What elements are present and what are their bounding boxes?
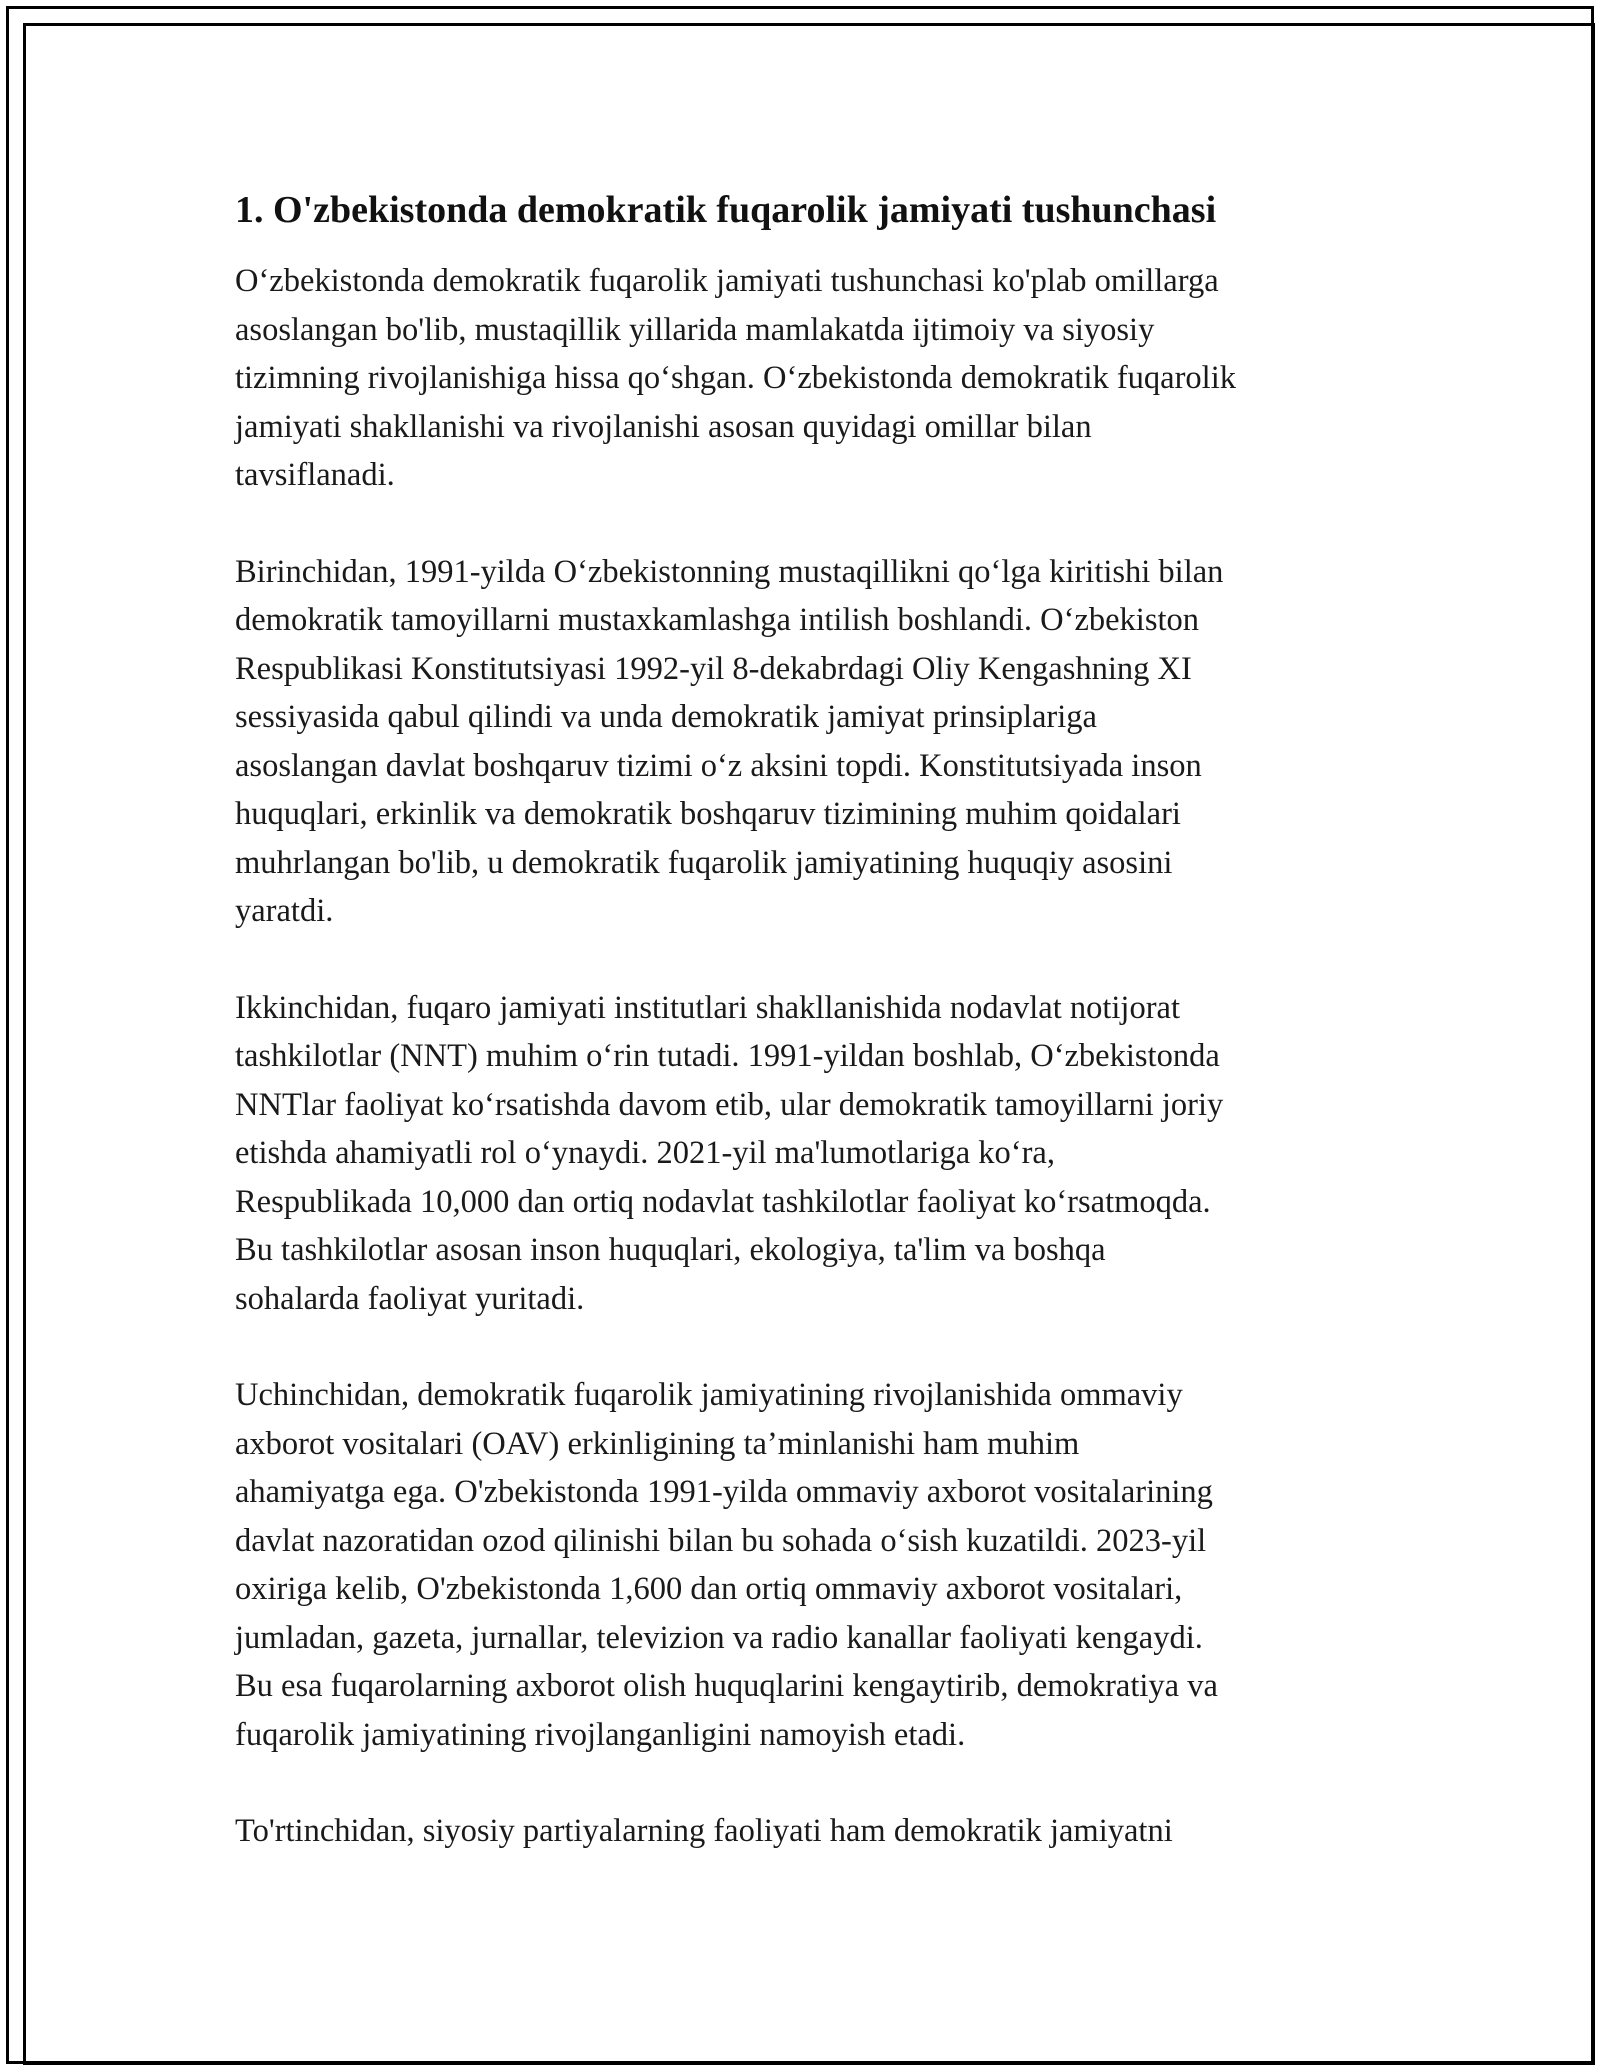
section-title: 1. O'zbekistonda demokratik fuqarolik jamiyati tushunchasi bbox=[235, 189, 1217, 231]
text-line: Respublikada 10,000 dan ortiq nodavlat tashkilotlar faoliyat ko‘rsatmoqda. bbox=[235, 1183, 1211, 1220]
text-line: Birinchidan, 1991-yilda O‘zbekistonning mustaqillikni qo‘lga kiritishi bilan bbox=[235, 553, 1224, 590]
paragraph-4 bbox=[235, 1371, 1385, 1759]
text-line: asoslangan davlat boshqaruv tizimi o‘z aksini topdi. Konstitutsiyada inson bbox=[235, 747, 1202, 784]
text-line: huquqlari, erkinlik va demokratik boshqaruv tizimining muhim qoidalari bbox=[235, 796, 1181, 832]
text-line: oxiriga kelib, O'zbekistonda 1,600 dan ortiq ommaviy axborot vositalari, bbox=[235, 1571, 1183, 1607]
text-line: tavsiflanadi. bbox=[235, 457, 395, 493]
paragraph-2 bbox=[235, 548, 1385, 936]
text-line: Ikkinchidan, fuqaro jamiyati institutlari shakllanishida nodavlat notijorat bbox=[235, 989, 1180, 1026]
text-line: Bu tashkilotlar asosan inson huquqlari, ekologiya, ta'lim va boshqa bbox=[235, 1232, 1106, 1268]
text-line: muhrlangan bo'lib, u demokratik fuqarolik jamiyatining huquqiy asosini bbox=[235, 844, 1173, 881]
text-line: asoslangan bo'lib, mustaqillik yillarida mamlakatda ijtimoiy va siyosiy bbox=[235, 311, 1155, 348]
text-line: Uchinchidan, demokratik fuqarolik jamiyatining rivojlanishida ommaviy bbox=[235, 1377, 1183, 1413]
text-line: fuqarolik jamiyatining rivojlanganligini namoyish etadi. bbox=[235, 1716, 966, 1753]
paragraph-5 bbox=[235, 1807, 1385, 1856]
text-line: tizimning rivojlanishiga hissa qo‘shgan. O‘zbekistonda demokratik fuqarolik bbox=[235, 360, 1236, 396]
text-line: jumladan, gazeta, jurnallar, televizion va radio kanallar faoliyati kengaydi. bbox=[235, 1619, 1203, 1656]
text-line: sessiyasida qabul qilindi va unda demokratik jamiyat prinsiplariga bbox=[235, 699, 1097, 735]
text-line: davlat nazoratidan ozod qilinishi bilan bu sohada o‘sish kuzatildi. 2023-yil bbox=[235, 1522, 1207, 1559]
text-line: demokratik tamoyillarni mustaxkamlashga intilish boshlandi. O‘zbekiston bbox=[235, 602, 1200, 638]
text-line: jamiyati shakllanishi va rivojlanishi asosan quyidagi omillar bilan bbox=[235, 408, 1092, 445]
text-line: yaratdi. bbox=[235, 893, 334, 929]
text-line: ahamiyatga ega. O'zbekistonda 1991-yilda ommaviy axborot vositalarining bbox=[235, 1474, 1213, 1510]
text-line: NNTlar faoliyat ko‘rsatishda davom etib, ular demokratik tamoyillarni joriy bbox=[235, 1086, 1224, 1123]
text-line: tashkilotlar (NNT) muhim o‘rin tutadi. 1991-yildan boshlab, O‘zbekistonda bbox=[235, 1038, 1220, 1074]
text-line: O‘zbekistonda demokratik fuqarolik jamiyati tushunchasi ko'plab omillarga bbox=[235, 263, 1219, 299]
text-line: axborot vositalari (OAV) erkinligining ta’minlanishi ham muhim bbox=[235, 1425, 1080, 1462]
text-line: Respublikasi Konstitutsiyasi 1992-yil 8-dekabrdagi Oliy Kengashning XI bbox=[235, 650, 1192, 687]
document-body bbox=[235, 185, 1385, 1904]
text-line: To'rtinchidan, siyosiy partiyalarning faoliyati ham demokratik jamiyatni bbox=[235, 1813, 1173, 1849]
text-line: sohalarda faoliyat yuritadi. bbox=[235, 1280, 585, 1317]
paragraph-3 bbox=[235, 984, 1385, 1324]
text-line: Bu esa fuqarolarning axborot olish huquqlarini kengaytirib, demokratiya va bbox=[235, 1668, 1218, 1704]
text-line: etishda ahamiyatli rol o‘ynaydi. 2021-yil ma'lumotlariga ko‘ra, bbox=[235, 1135, 1055, 1171]
paragraph-1 bbox=[235, 257, 1385, 500]
